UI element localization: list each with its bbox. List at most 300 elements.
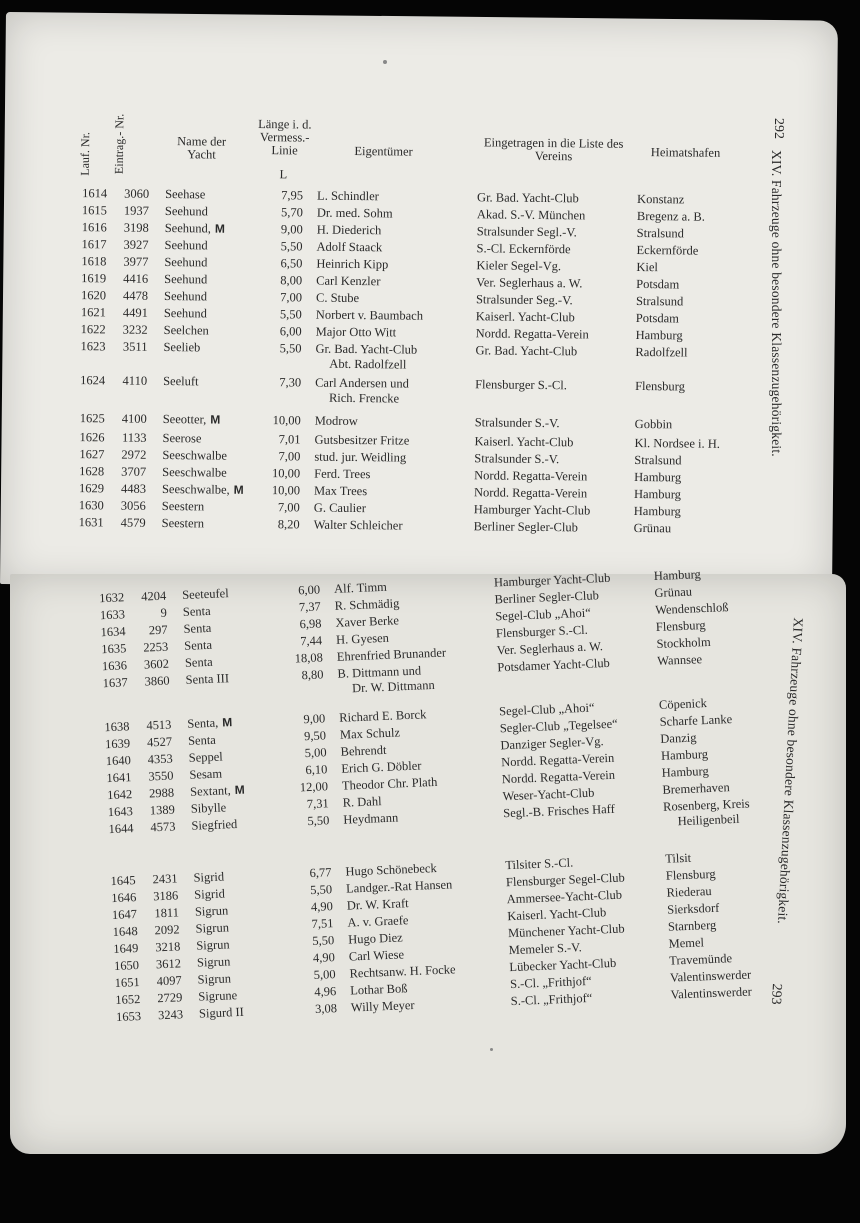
home-port-text: Hamburg bbox=[661, 763, 709, 780]
length-value bbox=[252, 466, 300, 482]
eintrag-nr bbox=[135, 802, 176, 819]
lauf-nr bbox=[62, 464, 104, 479]
owner-name-text: Carl Kenzler bbox=[316, 273, 381, 289]
owner-name bbox=[316, 325, 476, 342]
yacht-name-text: Siegfried bbox=[191, 816, 238, 833]
home-port bbox=[663, 795, 784, 830]
length-value-text: 10,00 bbox=[271, 466, 301, 481]
yacht-name bbox=[163, 340, 200, 355]
yacht-name bbox=[164, 289, 207, 304]
yacht-name-text: Seelchen bbox=[163, 323, 209, 338]
yacht-name-text: Sigrid bbox=[193, 886, 226, 902]
lauf-nr bbox=[95, 924, 138, 941]
yacht-name bbox=[188, 749, 223, 765]
lauf-nr-text: 1636 bbox=[101, 658, 128, 674]
owner-name-text: Dr. med. Sohm bbox=[316, 205, 393, 221]
home-port bbox=[634, 521, 754, 537]
eintrag-nr bbox=[106, 447, 146, 462]
lauf-nr bbox=[91, 821, 134, 838]
owner-name-text: B. Dittmann und bbox=[337, 663, 422, 681]
eintrag-nr bbox=[108, 237, 148, 252]
yacht-name-text: Seehund bbox=[164, 255, 208, 270]
club-name-text: Kaiserl. Yacht-Club bbox=[474, 434, 574, 450]
length-value-text: 8,00 bbox=[280, 273, 303, 288]
home-port-text: Hamburg bbox=[653, 567, 702, 584]
home-port bbox=[636, 277, 756, 293]
yacht-name bbox=[164, 238, 207, 253]
lauf-nr-text: 1632 bbox=[98, 590, 125, 606]
lauf-nr-text: 1653 bbox=[115, 1008, 142, 1024]
length-value bbox=[285, 899, 334, 916]
length-value bbox=[252, 517, 300, 533]
home-port bbox=[636, 243, 756, 259]
club-name bbox=[476, 258, 636, 275]
eintrag-nr bbox=[134, 785, 175, 802]
yacht-name-text: Seehund bbox=[164, 238, 208, 253]
lauf-nr-text: 1627 bbox=[79, 447, 105, 462]
lauf-nr bbox=[89, 753, 132, 770]
home-port bbox=[634, 436, 754, 452]
length-value bbox=[255, 222, 303, 238]
eintrag-nr bbox=[107, 411, 147, 426]
club-name-text: Flensburger S.-Cl. bbox=[475, 377, 567, 393]
club-name-text: Memeler S.-V. bbox=[508, 940, 582, 958]
yacht-name bbox=[162, 482, 244, 498]
yacht-name bbox=[182, 586, 229, 603]
lauf-nr-text: 1614 bbox=[82, 186, 108, 201]
club-name-text: Ver. Seglerhaus a. W. bbox=[476, 275, 583, 291]
eintrag-nr-text: 4204 bbox=[140, 588, 167, 604]
owner-name bbox=[316, 308, 476, 325]
length-value-text: 8,20 bbox=[277, 517, 300, 532]
length-value bbox=[287, 950, 336, 967]
lauf-nr-text: 1619 bbox=[81, 271, 107, 286]
owner-name bbox=[317, 206, 477, 223]
club-name-text: Potsdamer Yacht-Club bbox=[497, 655, 611, 675]
lauf-nr-text: 1648 bbox=[112, 924, 138, 940]
header-laenge-unit: L bbox=[279, 167, 288, 182]
club-name-text: Lübecker Yacht-Club bbox=[509, 955, 617, 975]
owner-name-text: G. Caulier bbox=[313, 500, 366, 516]
owner-name bbox=[316, 291, 476, 308]
length-value-text: 7,00 bbox=[280, 290, 303, 305]
yacht-name-text: Senta III bbox=[185, 671, 230, 687]
eintrag-nr bbox=[129, 674, 170, 691]
club-name-text: Segl.-B. Frisches Haff bbox=[502, 801, 615, 821]
length-value-text: 7,01 bbox=[278, 432, 301, 447]
yacht-name bbox=[163, 412, 221, 428]
yacht-name bbox=[195, 920, 229, 936]
owner-name-text: Hugo Diez bbox=[347, 930, 403, 947]
length-value bbox=[279, 762, 328, 779]
lauf-nr bbox=[64, 288, 106, 303]
header-owner: Eigentümer bbox=[354, 144, 413, 159]
lauf-nr bbox=[95, 907, 138, 924]
length-value bbox=[273, 616, 322, 633]
owner-name bbox=[316, 240, 476, 257]
owner-name-text: Erich G. Döbler bbox=[341, 758, 422, 776]
home-port bbox=[636, 294, 756, 310]
eintrag-nr bbox=[108, 271, 148, 286]
eintrag-nr bbox=[109, 186, 149, 201]
club-name bbox=[476, 275, 636, 292]
length-value-text: 9,00 bbox=[303, 711, 326, 727]
eintrag-nr-text: 3602 bbox=[143, 656, 170, 672]
eintrag-nr-text: 1133 bbox=[121, 430, 147, 445]
home-port bbox=[637, 226, 757, 242]
club-name-text: Berliner Segler-Club bbox=[473, 519, 578, 535]
eintrag-nr-text: 2988 bbox=[148, 785, 175, 801]
home-port-text: Radolfzell bbox=[635, 344, 688, 360]
eintrag-nr-text: 2972 bbox=[121, 447, 147, 462]
lauf-nr-text: 1621 bbox=[80, 305, 106, 320]
club-name-text: Kieler Segel-Vg. bbox=[476, 258, 562, 274]
home-port-text: Eckernförde bbox=[636, 242, 699, 258]
yacht-name-text: Senta bbox=[182, 603, 211, 619]
eintrag-nr bbox=[106, 481, 146, 496]
owner-name-text: Willy Meyer bbox=[350, 997, 415, 1015]
owner-name bbox=[314, 518, 474, 535]
owner-name-text: Norbert v. Baumbach bbox=[315, 307, 424, 323]
lauf-nr bbox=[99, 1009, 142, 1026]
yacht-name bbox=[162, 465, 227, 481]
lauf-nr-text: 1638 bbox=[104, 719, 130, 735]
lauf-nr bbox=[64, 237, 106, 252]
yacht-name bbox=[165, 221, 225, 237]
header-club: Eingetragen in die Liste des Vereins bbox=[483, 135, 624, 164]
yacht-name-text: Seelieb bbox=[163, 340, 201, 355]
eintrag-nr bbox=[132, 735, 173, 752]
club-name-text: Stralsunder Segl.-V. bbox=[476, 224, 577, 240]
yacht-name bbox=[183, 621, 211, 637]
home-port bbox=[636, 260, 756, 276]
lauf-nr bbox=[89, 770, 132, 787]
yacht-name-text: Seeschwalbe, bbox=[161, 482, 230, 497]
length-value-text: 7,44 bbox=[299, 633, 323, 649]
length-value bbox=[278, 745, 327, 762]
owner-name-text: Heinrich Kipp bbox=[316, 256, 389, 272]
eintrag-nr-text: 3927 bbox=[123, 237, 149, 252]
eintrag-nr bbox=[138, 888, 179, 905]
club-name bbox=[474, 519, 634, 536]
eintrag-nr-text: 4416 bbox=[123, 271, 149, 286]
length-value bbox=[280, 796, 329, 813]
eintrag-nr bbox=[108, 288, 148, 303]
lauf-nr bbox=[82, 590, 125, 607]
eintrag-nr-text: 3232 bbox=[122, 322, 148, 337]
lauf-nr bbox=[88, 736, 131, 753]
home-port bbox=[635, 345, 755, 361]
eintrag-nr-text: 4110 bbox=[122, 373, 148, 388]
paper-speck bbox=[490, 1048, 493, 1051]
length-value bbox=[272, 582, 321, 599]
owner-name bbox=[315, 376, 475, 408]
eintrag-nr bbox=[106, 430, 146, 445]
lauf-nr-text: 1628 bbox=[79, 464, 105, 479]
yacht-name-text: Senta bbox=[187, 732, 217, 748]
length-value-text: 5,50 bbox=[279, 341, 302, 356]
length-value bbox=[252, 483, 300, 499]
home-port bbox=[636, 328, 756, 344]
owner-name bbox=[314, 501, 474, 518]
owner-name-text: Xaver Berke bbox=[335, 613, 400, 630]
length-value bbox=[253, 413, 301, 429]
yacht-name bbox=[197, 971, 231, 987]
club-name bbox=[474, 434, 634, 451]
eintrag-nr-text: 4483 bbox=[120, 481, 147, 496]
lauf-nr bbox=[62, 430, 104, 445]
club-name-text: Nordd. Regatta-Verein bbox=[473, 485, 588, 501]
home-port bbox=[635, 379, 755, 395]
motor-flag: M bbox=[233, 482, 244, 497]
lauf-nr-text: 1626 bbox=[79, 430, 105, 445]
eintrag-nr bbox=[106, 464, 146, 479]
owner-name-text: Richard E. Borck bbox=[338, 707, 427, 725]
yacht-name bbox=[189, 767, 222, 783]
yacht-name bbox=[162, 499, 205, 514]
owner-name bbox=[337, 660, 498, 696]
length-value-text: 5,70 bbox=[280, 205, 303, 220]
eintrag-nr-text: 4353 bbox=[147, 751, 174, 767]
length-value-text: 3,08 bbox=[314, 1001, 338, 1016]
length-value-text: 6,00 bbox=[279, 324, 302, 339]
yacht-name-text: Sigurd II bbox=[198, 1004, 245, 1021]
club-name-text: Segel-Club „Ahoi“ bbox=[495, 605, 591, 624]
yacht-name-text: Sesam bbox=[189, 766, 223, 782]
length-value bbox=[275, 667, 324, 684]
header-eintrag: Eintrag.- Nr. bbox=[111, 113, 127, 175]
owner-name-text: Max Trees bbox=[313, 483, 368, 499]
running-head-top: XIV. Fahrzeuge ohne besondere Klassenzugehörigkeit. bbox=[769, 150, 784, 457]
owner-name-text: Lothar Boß bbox=[349, 981, 408, 998]
lauf-nr bbox=[62, 515, 104, 530]
eintrag-nr-text: 3550 bbox=[148, 768, 174, 784]
eintrag-nr-text: 3198 bbox=[123, 220, 149, 235]
club-name-text: Segler-Club „Tegelsee“ bbox=[499, 716, 618, 736]
eintrag-nr-text: 4579 bbox=[120, 515, 146, 530]
eintrag-nr-text: 3186 bbox=[152, 888, 179, 904]
owner-name bbox=[314, 450, 474, 467]
yacht-name-text: Sigrune bbox=[198, 988, 238, 1004]
length-value bbox=[255, 188, 303, 204]
lauf-nr-text: 1650 bbox=[113, 958, 140, 974]
lauf-nr-text: 1645 bbox=[110, 873, 136, 889]
owner-name-text: R. Dahl bbox=[342, 794, 382, 810]
yacht-name bbox=[184, 638, 212, 654]
eintrag-nr-text: 3860 bbox=[144, 673, 170, 689]
running-head-bottom: XIV. Fahrzeuge ohne besondere Klassenzugehörigkeit. bbox=[774, 617, 806, 925]
owner-name bbox=[315, 342, 475, 374]
lauf-nr bbox=[64, 305, 106, 320]
yacht-name bbox=[164, 323, 209, 338]
lauf-nr bbox=[97, 975, 140, 992]
home-port-continued: Heiligenbeil bbox=[677, 811, 740, 829]
club-name-text: Nordd. Regatta-Verein bbox=[474, 468, 588, 484]
owner-name-text: Behrendt bbox=[340, 742, 387, 759]
home-port-text: Grünau bbox=[633, 520, 672, 536]
length-value-text: 6,50 bbox=[280, 256, 303, 271]
length-value bbox=[254, 290, 302, 306]
length-value-text: 5,50 bbox=[312, 933, 335, 949]
eintrag-nr-text: 3218 bbox=[155, 939, 181, 955]
club-name-text: Gr. Bad. Yacht-Club bbox=[475, 343, 578, 359]
home-port-text: Danzig bbox=[660, 730, 697, 746]
length-value bbox=[254, 239, 302, 255]
yacht-name bbox=[193, 870, 224, 886]
club-name-text: Ver. Seglerhaus a. W. bbox=[496, 639, 604, 658]
home-port-text: Bregenz a. B. bbox=[636, 208, 706, 224]
lauf-nr-text: 1642 bbox=[106, 787, 133, 803]
length-value-text: 7,00 bbox=[278, 449, 301, 464]
lauf-nr bbox=[65, 203, 107, 218]
eintrag-nr-text: 4478 bbox=[122, 288, 149, 303]
home-port-text: Konstanz bbox=[637, 191, 685, 207]
lauf-nr bbox=[63, 339, 105, 354]
yacht-name bbox=[195, 903, 229, 919]
eintrag-nr bbox=[127, 606, 168, 623]
eintrag-nr-text: 3612 bbox=[155, 956, 182, 972]
home-port-text: Scharfe Lanke bbox=[659, 712, 733, 729]
owner-name-text: Gutsbesitzer Fritze bbox=[314, 432, 410, 448]
length-value bbox=[273, 599, 322, 616]
motor-flag: M bbox=[234, 782, 245, 798]
lauf-nr bbox=[97, 958, 140, 975]
club-name-text: Hamburger Yacht-Club bbox=[493, 570, 611, 590]
owner-name-text: Rechtsanw. H. Focke bbox=[349, 962, 456, 981]
home-port-text: Riederau bbox=[666, 883, 712, 900]
club-name bbox=[476, 292, 636, 309]
length-value bbox=[255, 205, 303, 221]
length-value-text: 7,30 bbox=[279, 375, 302, 390]
owner-name bbox=[314, 467, 474, 484]
club-name-text: Nordd. Regatta-Verein bbox=[500, 750, 615, 770]
home-port-text: Wannsee bbox=[656, 652, 703, 668]
home-port-text: Stralsund bbox=[635, 293, 684, 309]
yacht-name-text: Seehund bbox=[163, 306, 207, 321]
lauf-nr bbox=[63, 373, 105, 388]
owner-name-text: Alf. Timm bbox=[333, 579, 388, 596]
length-value-text: 10,00 bbox=[271, 483, 301, 498]
length-value-text: 6,10 bbox=[305, 762, 328, 778]
lauf-nr bbox=[85, 658, 128, 675]
yacht-name-text: Seehund bbox=[163, 289, 208, 304]
home-port-text: Stralsund bbox=[634, 452, 682, 468]
eintrag-nr bbox=[127, 623, 168, 640]
club-name-text: Nordd. Regatta-Verein bbox=[475, 326, 589, 342]
club-name-text: Ammersee-Yacht-Club bbox=[506, 887, 623, 907]
length-value-text: 4,90 bbox=[312, 950, 336, 966]
owner-name-continued: Dr. W. Dittmann bbox=[351, 677, 435, 696]
paper-speck bbox=[383, 60, 387, 64]
yacht-name-text: Seestern bbox=[161, 499, 205, 514]
yacht-name bbox=[198, 988, 237, 1005]
yacht-name bbox=[188, 733, 216, 749]
eintrag-nr-text: 297 bbox=[148, 622, 168, 638]
yacht-name bbox=[165, 204, 208, 219]
club-name-text: Flensburger Segel-Club bbox=[505, 870, 626, 890]
home-port-text: Kiel bbox=[636, 259, 658, 275]
owner-name-text: H. Diederich bbox=[316, 222, 382, 238]
home-port bbox=[634, 487, 754, 503]
owner-name-continued: Rich. Frencke bbox=[328, 390, 400, 406]
length-value-text: 7,37 bbox=[298, 599, 322, 615]
lauf-nr-text: 1640 bbox=[105, 753, 132, 769]
lauf-nr bbox=[83, 624, 126, 641]
owner-name-text: R. Schmädig bbox=[334, 596, 400, 613]
length-value-text: 8,80 bbox=[301, 667, 324, 683]
lauf-nr-text: 1652 bbox=[115, 991, 141, 1007]
lauf-nr bbox=[87, 719, 130, 736]
lauf-nr-text: 1651 bbox=[114, 975, 140, 990]
lauf-nr-text: 1647 bbox=[111, 907, 138, 923]
lauf-nr bbox=[90, 787, 133, 804]
owner-name-text: Gr. Bad. Yacht-Club bbox=[315, 341, 418, 357]
home-port-text: Grünau bbox=[654, 584, 693, 601]
lauf-nr-text: 1617 bbox=[81, 237, 107, 252]
eintrag-nr bbox=[139, 922, 180, 939]
home-port-text: Hamburg bbox=[634, 469, 682, 485]
home-port-text: Rosenberg, Kreis bbox=[662, 796, 750, 814]
yacht-name-text: Sigrun bbox=[195, 920, 230, 936]
lauf-nr bbox=[65, 186, 107, 201]
yacht-name-text: Sigrun bbox=[194, 903, 229, 919]
club-name bbox=[476, 309, 636, 326]
header-laenge: Länge i. d. Vermess.- Linie bbox=[258, 117, 312, 158]
length-value-text: 5,50 bbox=[307, 813, 330, 829]
length-value bbox=[281, 813, 330, 830]
eintrag-nr-text: 4573 bbox=[150, 819, 176, 835]
eintrag-nr bbox=[108, 254, 148, 269]
owner-name bbox=[314, 433, 474, 450]
length-value-text: 12,00 bbox=[299, 779, 329, 795]
eintrag-nr-text: 2729 bbox=[157, 990, 183, 1006]
owner-name bbox=[316, 257, 476, 274]
lauf-nr bbox=[65, 220, 107, 235]
length-value bbox=[252, 500, 300, 516]
yacht-name-text: Seeteufel bbox=[181, 586, 229, 602]
lauf-nr-text: 1637 bbox=[102, 675, 128, 691]
length-value-text: 5,50 bbox=[279, 307, 302, 322]
length-value bbox=[288, 984, 337, 1001]
eintrag-nr bbox=[141, 973, 182, 990]
length-value-text: 5,50 bbox=[309, 882, 333, 898]
yacht-name-text: Seeschwalbe bbox=[162, 465, 227, 480]
length-value bbox=[280, 779, 329, 796]
length-value bbox=[253, 375, 301, 391]
owner-name-text: C. Stube bbox=[315, 290, 360, 306]
home-port-text: Cöpenick bbox=[658, 696, 708, 712]
club-name bbox=[477, 224, 637, 241]
yacht-name-text: Sextant, bbox=[189, 783, 231, 799]
yacht-name bbox=[183, 604, 211, 620]
header-name: Name der Yacht bbox=[177, 134, 227, 162]
lauf-nr-text: 1646 bbox=[111, 890, 137, 906]
yacht-name-text: Senta bbox=[184, 654, 213, 670]
yacht-name bbox=[164, 272, 207, 287]
yacht-name bbox=[187, 715, 232, 732]
eintrag-nr bbox=[128, 640, 169, 657]
length-value-text: 18,08 bbox=[294, 650, 324, 666]
club-name-text: Danziger Segler-Vg. bbox=[500, 734, 604, 753]
eintrag-nr bbox=[135, 819, 176, 836]
club-name bbox=[475, 343, 635, 360]
eintrag-nr bbox=[133, 768, 174, 785]
club-name-text: Stralsunder Seg.-V. bbox=[475, 292, 573, 308]
length-value bbox=[287, 967, 336, 984]
owner-name-text: Carl Andersen und bbox=[315, 375, 409, 391]
eintrag-nr bbox=[107, 339, 147, 354]
eintrag-nr-text: 4097 bbox=[156, 973, 182, 989]
